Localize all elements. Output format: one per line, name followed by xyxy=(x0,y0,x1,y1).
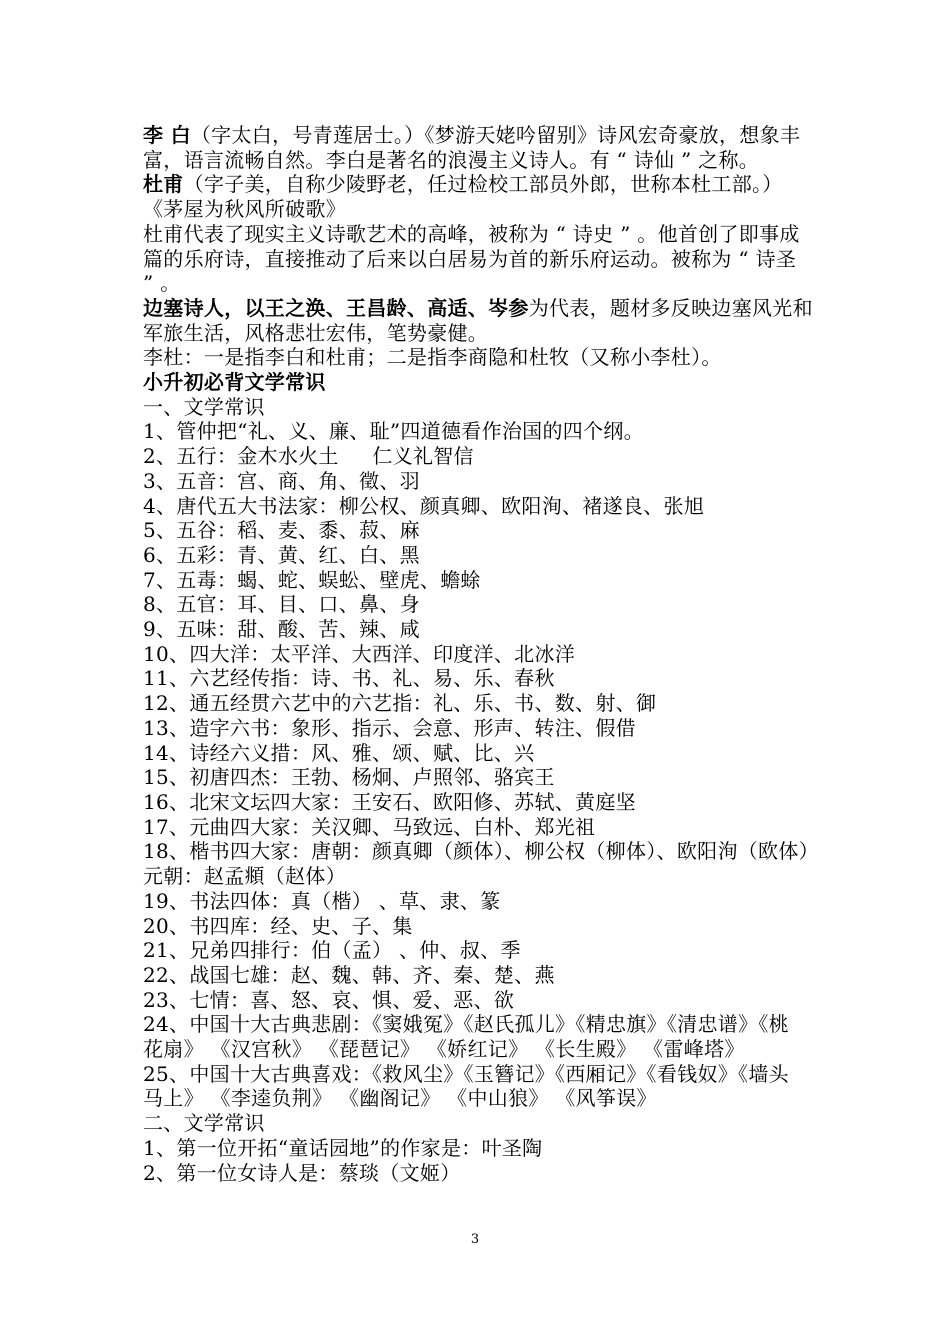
list-item: 20、书四库：经、史、子、集 xyxy=(143,913,413,938)
list-item: 3、五音：宫、商、角、徵、羽 xyxy=(143,468,420,493)
list-item: 5、五谷：稻、麦、黍、菽、麻 xyxy=(143,518,420,543)
list-item: 12、通五经贯六艺中的六艺指：礼、乐、书、数、射、御 xyxy=(143,691,657,716)
list-item: 16、北宋文坛四大家：王安石、欧阳修、苏轼、黄庭坚 xyxy=(143,789,636,814)
list-item: 18、楷书四大家：唐朝：颜真卿（颜体）、柳公权（柳体）、欧阳洵（欧体） xyxy=(143,839,819,864)
list-item: 17、元曲四大家：关汉卿、马致远、白朴、郑光祖 xyxy=(143,814,596,839)
frontier-text: 为代表，题材多反映边塞风光和军旅生活，风格悲壮宏伟，笔势豪健。 xyxy=(143,295,813,345)
dufu-paragraph-2: 杜甫代表了现实主义诗歌艺术的高峰，被称为 “ 诗史 ” 。他首创了即事成篇的乐府诗，直接推动了后来以白居易为首的新乐府运动。被称为 “ 诗圣 ” 。 xyxy=(143,221,800,296)
list-item: 花扇》 《汉宫秋》 《琵琶记》 《娇红记》 《长生殿》 《雷峰塔》 xyxy=(143,1037,745,1062)
list-item: 22、战国七雄：赵、魏、韩、齐、秦、楚、燕 xyxy=(143,962,555,987)
list-item: 10、四大洋：太平洋、大西洋、印度洋、北冰洋 xyxy=(143,641,576,666)
list-item: 元朝：赵孟頫（赵体） xyxy=(143,864,346,889)
list-item: 23、七情：喜、怒、哀、惧、爱、恶、欲 xyxy=(143,987,515,1012)
list-item: 24、中国十大古典悲剧：《窦娥冤》《赵氏孤儿》《精忠旗》《清忠谱》《桃 xyxy=(143,1012,789,1037)
list-item: 11、六艺经传指：诗、书、礼、易、乐、春秋 xyxy=(143,666,555,691)
document-body xyxy=(143,123,819,1185)
list-item: 9、五味：甜、酸、苦、辣、咸 xyxy=(143,617,420,642)
list-item: 8、五官：耳、目、口、鼻、身 xyxy=(143,592,420,617)
dufu-paragraph xyxy=(143,172,813,221)
list-item: 6、五彩：青、黄、红、白、黑 xyxy=(143,542,420,567)
section1-title: 一、文学常识 xyxy=(143,394,265,419)
list-item: 25、中国十大古典喜戏：《救风尘》《玉簪记》《西厢记》《看钱奴》《墙头 xyxy=(143,1061,789,1086)
list-item: 7、五毒：蝎、蛇、蜈蚣、壁虎、蟾蜍 xyxy=(143,567,481,592)
list-item: 21、兄弟四排行：伯（孟） 、仲、叔、季 xyxy=(143,938,521,963)
libai-paragraph xyxy=(143,123,813,172)
frontier-paragraph xyxy=(143,296,813,345)
list-item: 2、第一位女诗人是：蔡琰（文姬） xyxy=(143,1160,461,1185)
page-number: 3 xyxy=(470,1232,480,1247)
frontier-poets: 边塞诗人，以王之涣、王昌龄、高适、岑参 xyxy=(143,295,529,320)
list-item: 4、唐代五大书法家：柳公权、颜真卿、欧阳洵、褚遂良、张旭 xyxy=(143,493,705,518)
list-item: 15、初唐四杰：王勃、杨炯、卢照邻、骆宾王 xyxy=(143,765,555,790)
list-item: 2、五行：金木水火土 仁义礼智信 xyxy=(143,444,474,469)
list-item: 1、第一位开拓“童话园地”的作家是：叶圣陶 xyxy=(143,1135,543,1160)
list-item: 14、诗经六义措：风、雅、颂、赋、比、兴 xyxy=(143,740,535,765)
dufu-name: 杜甫 xyxy=(143,172,184,197)
libai-text: （字太白，号青莲居士。）《梦游天姥吟留别》诗风宏奇豪放，想象丰富，语言流畅自然。李白是著名的浪漫主义诗人。有 “ 诗仙 ” 之称。 xyxy=(143,123,801,172)
list-item: 1、管仲把“礼、义、廉、耻”四道德看作治国的四个纲。 xyxy=(143,419,644,444)
list-item: 13、造字六书：象形、指示、会意、形声、转注、假借 xyxy=(143,715,636,740)
dufu-text: （字子美，自称少陵野老，任过检校工部员外郎，世称本杜工部。）《茅屋为秋风所破歌》 xyxy=(143,172,783,222)
list-item: 19、书法四体：真（楷） 、草、隶、篆 xyxy=(143,888,501,913)
libai-name: 李 白 xyxy=(143,123,191,147)
lidu-line: 李杜：一是指李白和杜甫；二是指李商隐和杜牧（又称小李杜）。 xyxy=(143,345,722,370)
list-item: 马上》 《李逵负荆》 《幽阁记》 《中山狼》 《风筝误》 xyxy=(143,1086,657,1111)
section2-title: 二、文学常识 xyxy=(143,1111,265,1136)
section-heading: 小升初必背文学常识 xyxy=(143,370,326,395)
